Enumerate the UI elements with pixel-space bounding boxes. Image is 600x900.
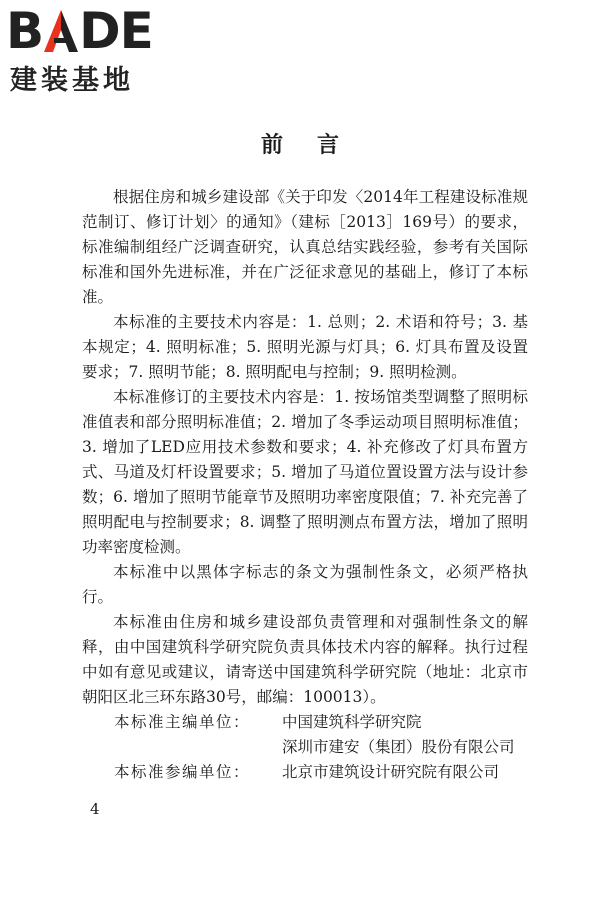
paragraph-mandatory-clauses: 本标准中以黑体字标志的条文为强制性条文，必须严格执行。 [82,563,528,606]
participating-editor-unit: 北京市建筑设计研究院有限公司 [282,763,500,781]
chief-editor-unit: 中国建筑科学研究院 [282,713,422,731]
bade-logo [6,2,176,96]
paragraph-revision-content: 本标准修订的主要技术内容是：1. 按场馆类型调整了照明标准值表和部分照明标准值；2. 增加了冬季运动项目照明标准值；3. 增加了LED应用技术参数和要求；4. 补充修改了灯具布置方式、马道及灯杆设置要求；5. 增加了马道位置设置方法与设计参数；6. 增加了照明节能章节及照明功率密度限值；7. 补充完善了照明配电与控制要求；8. 调整了照明测点布置方法，增加了照明功率密度检测。 [82,388,528,556]
logo-a-icon [44,10,78,52]
participating-editor-label: 本标准参编单位： [114,763,251,781]
logo-letters-de: DE [79,2,153,60]
logo-letter-b: B [6,2,44,60]
chief-editor-row [82,710,528,735]
page-title: 前言 [260,132,373,158]
page-number: 4 [90,800,100,818]
preface-body [82,185,528,785]
logo-wordmark [6,2,176,60]
paragraph-basis: 根据住房和城乡建设部《关于印发〈2014年工程建设标准规范制订、修订计划〉的通知》（建标［2013］169号）的要求，标准编制组经广泛调查研究，认真总结实践经验，参考有关国际标准和国外先进标准，并在广泛征求意见的基础上，修订了本标准。 [82,188,528,306]
logo-a-mark [44,10,78,52]
participating-editor-row [82,760,528,785]
paragraph-management: 本标准由住房和城乡建设部负责管理和对强制性条文的解释，由中国建筑科学研究院负责具体技术内容的解释。执行过程中如有意见或建议，请寄送中国建筑科学研究院（地址：北京市朝阳区北三环东路30号，邮编：100013）。 [82,613,528,706]
chief-editor-label: 本标准主编单位： [114,713,251,731]
chief-editor-row [82,735,528,760]
logo-chinese-name: 建装基地 [10,65,134,96]
paragraph-main-content: 本标准的主要技术内容是：1. 总则；2. 术语和符号；3. 基本规定；4. 照明标准；5. 照明光源与灯具；6. 灯具布置及设置要求；7. 照明节能；8. 照明配电与控制；9. 照明检测。 [82,313,528,381]
chief-editor-unit: 深圳市建安（集团）股份有限公司 [282,738,515,756]
